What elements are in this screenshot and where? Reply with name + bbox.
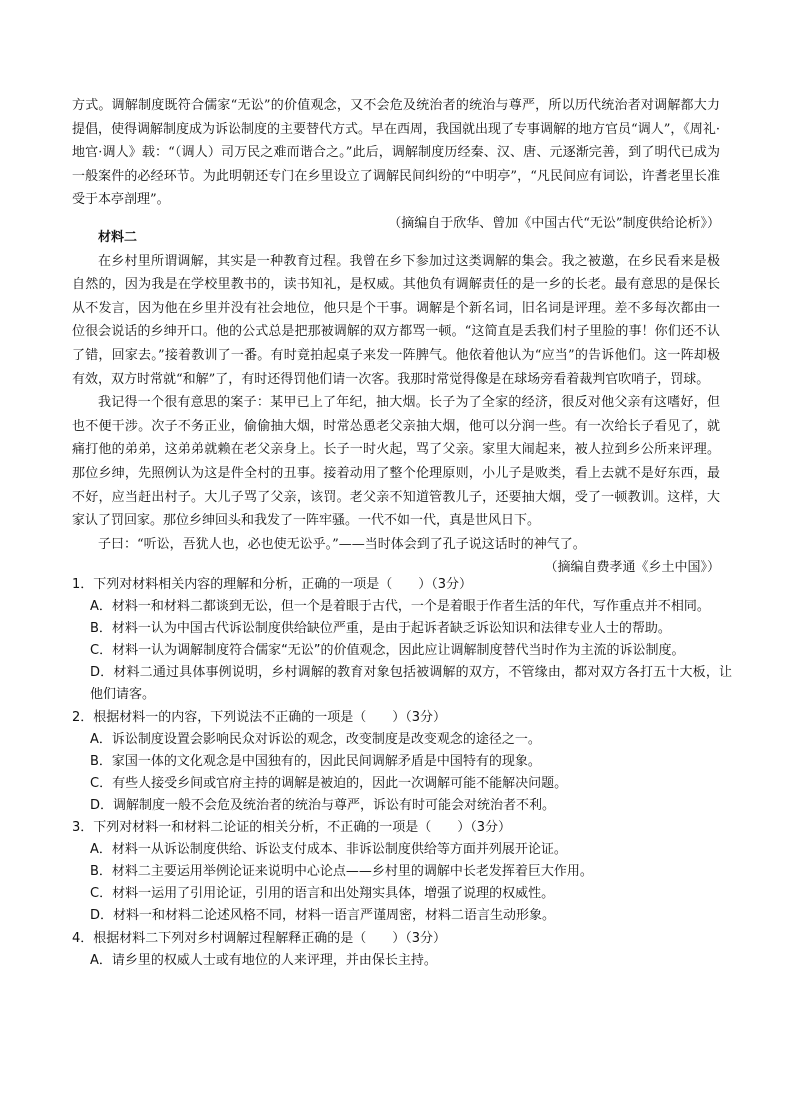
question-3-option-d[interactable]: D．材料一和材料二论述风格不同，材料一语言严谨周密，材料二语言生动形象。 — [90, 908, 556, 924]
question-3-option-c[interactable]: C．材料一运用了引用论证，引用的语言和出处翔实具体，增强了说理的权威性。 — [90, 886, 555, 902]
question-2 — [72, 707, 732, 817]
question-4-option-a[interactable]: A．请乡里的权威人士或有地位的人来评理，并由保长主持。 — [90, 952, 437, 968]
material-two-paragraph-2: 我记得一个很有意思的案子：某甲已上了年纪，抽大烟。长子为了全家的经济，很反对他父亲有这嗜好，但也不便干涉。次子不务正业，偷偷抽大烟，时常怂恿老父亲抽大烟，他可以分润一些。有一次给长子看见了，就痛打他的弟弟，这弟弟就赖在老父亲身上。长子一时火起，骂了父亲。家里大闹起来，被人拉到乡公所来评理。那位乡绅，先照例认为这是件全村的丑事。接着动用了整个伦理原则，小儿子是败类，看上去就不是好东西，最不好，应当赶出村子。大儿子骂了父亲，该罚。老父亲不知道管教儿子，还要抽大烟，受了一顿教训。这样，大家认了罚回家。那位乡绅回头和我发了一阵牢骚。一代不如一代，真是世风日下。 — [72, 395, 720, 529]
material-two-source: （摘编自费孝通《乡土中国》） — [544, 560, 720, 576]
material-one-ending — [72, 94, 720, 236]
question-3-stem: 3．下列对材料一和材料二论证的相关分析，不正确的一项是（ ）（3分） — [72, 820, 512, 836]
question-1-option-c[interactable]: C．材料一认为调解制度符合儒家“无讼”的价值观念，因此应让调解制度替代当时作为主流的诉讼制度。 — [90, 643, 685, 659]
question-1-option-b[interactable]: B．材料一认为中国古代诉讼制度供给缺位严重，是由于起诉者缺乏诉讼知识和法律专业人士的帮助。 — [90, 621, 671, 637]
question-1-option-a[interactable]: A．材料一和材料二都谈到无讼，但一个是着眼于古代，一个是着眼于作者生活的年代，写作重点并不相同。 — [90, 599, 710, 615]
question-2-option-a[interactable]: A．诉讼制度设置会影响民众对诉讼的观念，改变制度是改变观念的途径之一。 — [90, 731, 541, 747]
material-two-paragraph-3: 子曰：“听讼，吾犹人也，必也使无讼乎。”——当时体会到了孔子说这话时的神气了。 — [98, 536, 586, 552]
question-3 — [72, 817, 732, 927]
question-2-option-b[interactable]: B．家国一体的文化观念是中国独有的，因此民间调解矛盾是中国特有的现象。 — [90, 753, 541, 769]
material-one-source: （摘编自于欣华、曾加《中国古代“无讼”制度供给论析》） — [388, 215, 720, 231]
material-two-paragraph-1: 在乡村里所谓调解，其实是一种教育过程。我曾在乡下参加过这类调解的集会。我之被邀，在乡民看来是极自然的，因为我是在学校里教书的，读书知礼，是权威。其他负有调解责任的是一乡的长老。最有意思的是保长从不发言，因为他在乡里并没有社会地位，他只是个干事。调解是个新名词，旧名词是评理。差不多每次都由一位很会说话的乡绅开口。他的公式总是把那被调解的双方都骂一顿。“这简直是丢我们村子里脸的事！你们还不认了错，回家去。”接着教训了一番。有时竟拍起桌子来发一阵脾气。他依着他认为“应当”的告诉他们。这一阵却极有效，双方时常就“和解”了，有时还得罚他们请一次客。我那时常觉得像是在球场旁看着裁判官吹哨子，罚球。 — [72, 253, 720, 387]
material-one-paragraph: 方式。调解制度既符合儒家“无讼”的价值观念，又不会危及统治者的统治与尊严，所以历代统治者对调解都大力提倡，使得调解制度成为诉讼制度的主要替代方式。早在西周，我国就出现了专事调解的地方官员“调人”，《周礼·地官·调人》载：“（调人）司万民之难而谐合之。”此后，调解制度历经秦、汉、唐、元逐渐完善，到了明代已成为一般案件的必经环节。为此明朝还专门在乡里设立了调解民间纠纷的“中明亭”，“凡民间应有词讼，许耆老里长准受于本亭剖理”。 — [72, 98, 720, 208]
question-1 — [72, 574, 732, 707]
material-two — [72, 226, 720, 580]
question-2-option-d[interactable]: D．调解制度一般不会危及统治者的统治与尊严，诉讼有时可能会对统治者不利。 — [90, 797, 556, 813]
question-3-option-a[interactable]: A．材料一从诉讼制度供给、诉讼支付成本、非诉讼制度供给等方面并列展开论证。 — [90, 842, 567, 858]
question-2-stem: 2．根据材料一的内容，下列说法不正确的一项是（ ）（3分） — [72, 709, 447, 725]
question-1-stem: 1．下列对材料相关内容的理解和分析，正确的一项是（ ）（3分） — [72, 577, 473, 592]
question-list — [72, 574, 732, 972]
question-4-stem: 4．根据材料二下列对乡村调解过程解释正确的是（ ）（3分） — [72, 930, 447, 946]
material-two-title: 材料二 — [98, 230, 138, 245]
question-3-option-b[interactable]: B．材料二主要运用举例论证来说明中心论点——乡村里的调解中长老发挥着巨大作用。 — [90, 864, 593, 880]
question-4 — [72, 928, 732, 972]
question-1-option-d[interactable]: D．材料二通过具体事例说明，乡村调解的教育对象包括被调解的双方，不管缘由，都对双方各打五十大板，让他们请客。 — [90, 665, 732, 703]
question-2-option-c[interactable]: C．有些人接受乡间或官府主持的调解是被迫的，因此一次调解可能不能解决问题。 — [90, 775, 568, 791]
